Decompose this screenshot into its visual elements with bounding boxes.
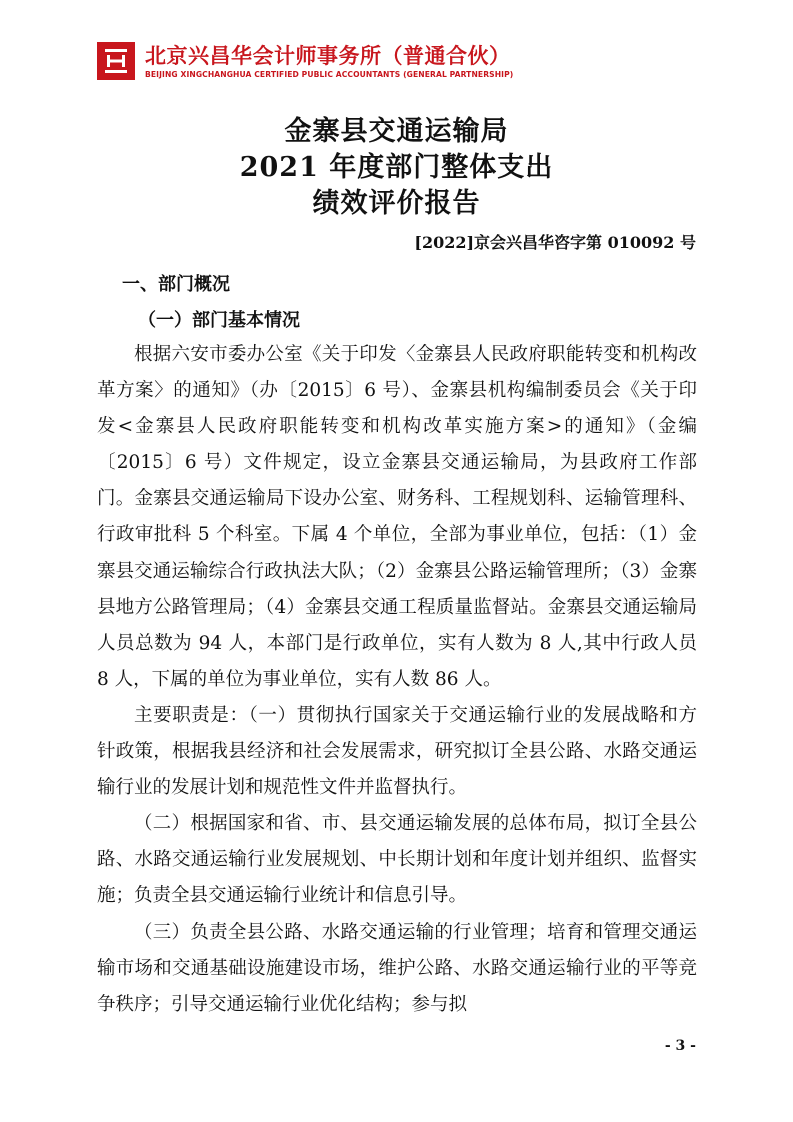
report-title-line3: 绩效评价报告 (312, 188, 481, 219)
firm-name-cn: 北京兴昌华会计师事务所（普通合伙） (145, 44, 511, 68)
section-heading: 一、部门概况 (122, 274, 230, 295)
document-number: [2022]京会兴昌华咨字第 010092 号 (414, 233, 696, 252)
firm-name-en: BEIJING XINGCHANGHUA CERTIFIED PUBLIC ACCOUNTANTS (GENERAL PARTNERSHIP) (145, 70, 514, 79)
paragraph: 根据六安市委办公室《关于印发〈金寨县人民政府职能转变和机构改革方案〉的通知》（办〔2015〕6 号）、金寨县机构编制委员会《关于印发<金寨县人民政府职能转变和机构改革实施方案>的通知》（金编〔2015〕6 号）文件规定，设立金寨县交通运输局，为县政府工作部门。金寨县交通运输局下设办公室、财务科、工程规划科、运输管理科、行政审批科 5 个科室。下属 4 个单位，全部为事业单位，包括：（1）金寨县交通运输综合行政执法大队；（2）金寨县公路运输管理所；（3）金寨县地方公路管理局；（4）金寨县交通工程质量监督站。金寨县交通运输局人员总数为 94 人，本部门是行政单位，实有人数为 8 人,其中行政人员 8 人，下属的单位为事业单位，实有人数 86 人。 (97, 344, 697, 690)
letterhead (97, 40, 617, 88)
firm-logo-icon (97, 42, 135, 80)
paragraph: 主要职责是：（一）贯彻执行国家关于交通运输行业的发展战略和方针政策，根据我县经济和社会发展需求，研究拟订全县公路、水路交通运输行业的发展计划和规范性文件并监督执行。 (97, 704, 697, 799)
report-title-line1: 金寨县交通运输局 (284, 116, 509, 147)
subsection-heading: （一）部门基本情况 (138, 310, 300, 331)
paragraph: （二）根据国家和省、市、县交通运输发展的总体布局，拟订全县公路、水路交通运输行业发展规划、中长期计划和年度计划并组织、监督实施；负责全县交通运输行业统计和信息引导。 (97, 813, 697, 907)
body-text (97, 337, 697, 1023)
paragraph: （三）负责全县公路、水路交通运输的行业管理；培育和管理交通运输市场和交通基础设施建设市场，维护公路、水路交通运输行业的平等竞争秩序；引导交通运输行业优化结构；参与拟 (97, 921, 697, 1015)
report-title-line2: 2021 年度部门整体支出 (239, 152, 554, 183)
page-number: - 3 - (664, 1038, 696, 1054)
